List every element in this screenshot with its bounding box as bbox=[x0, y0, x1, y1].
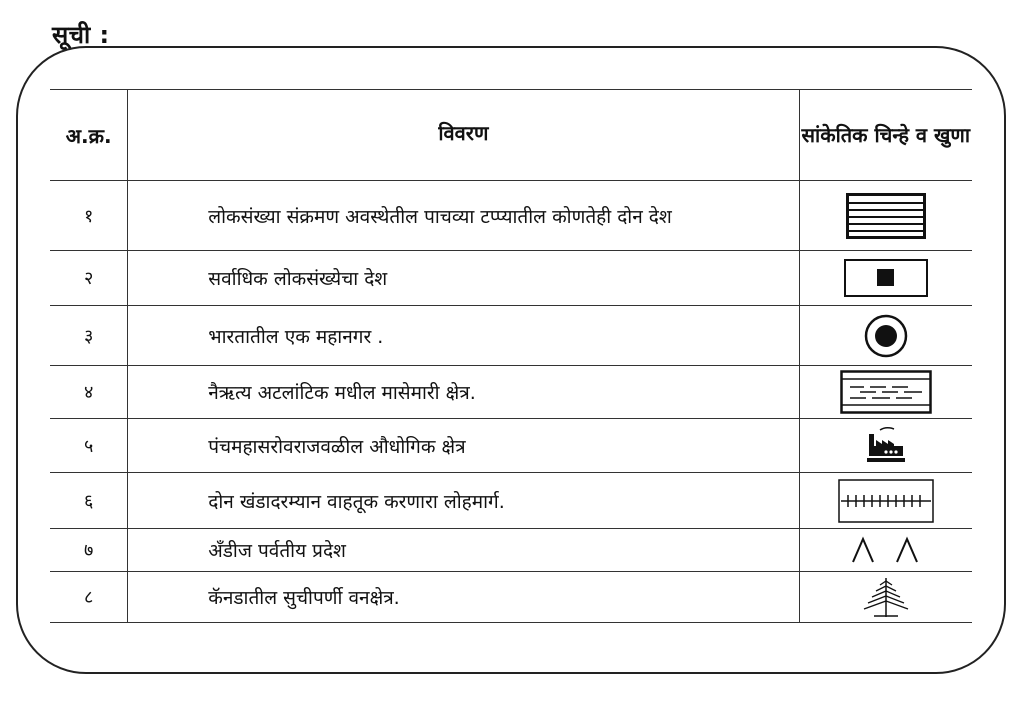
table-row bbox=[50, 419, 972, 473]
row-description: दोन खंडादरम्यान वाहतूक करणारा लोहमार्ग. bbox=[128, 473, 799, 529]
fishing-area-icon bbox=[840, 370, 932, 414]
symbol-cell bbox=[799, 251, 972, 306]
legend-table bbox=[50, 89, 972, 623]
header-serial: अ.क्र. bbox=[50, 90, 128, 181]
coniferous-tree-icon bbox=[860, 575, 912, 619]
header-row bbox=[50, 90, 972, 181]
factory-icon bbox=[864, 424, 908, 468]
row-description: सर्वाधिक लोकसंख्येचा देश bbox=[128, 251, 799, 306]
row-number: ४ bbox=[50, 366, 128, 419]
row-description: नैऋत्य अटलांटिक मधील मासेमारी क्षेत्र. bbox=[128, 366, 799, 419]
header-symbols: सांकेतिक चिन्हे व खुणा bbox=[799, 90, 972, 181]
filled-square-in-box-icon bbox=[844, 259, 928, 297]
table-row bbox=[50, 306, 972, 366]
legend-heading: सूची : bbox=[52, 21, 110, 49]
row-description: अँडीज पर्वतीय प्रदेश bbox=[128, 529, 799, 572]
symbol-cell bbox=[799, 572, 972, 623]
symbol-cell bbox=[799, 529, 972, 572]
header-description: विवरण bbox=[128, 90, 799, 181]
horizontal-lines-box-icon bbox=[846, 193, 926, 239]
symbol-cell bbox=[799, 181, 972, 251]
table-row bbox=[50, 181, 972, 251]
table-row bbox=[50, 473, 972, 529]
mountain-peaks-icon bbox=[849, 535, 923, 565]
symbol-cell bbox=[799, 366, 972, 419]
railway-line-icon bbox=[838, 479, 934, 523]
row-number: ६ bbox=[50, 473, 128, 529]
circle-dot-icon bbox=[863, 313, 909, 359]
row-number: ३ bbox=[50, 306, 128, 366]
table-row bbox=[50, 251, 972, 306]
table-row bbox=[50, 366, 972, 419]
row-description: कॅनडातील सुचीपर्णी वनक्षेत्र. bbox=[128, 572, 799, 623]
row-number: १ bbox=[50, 181, 128, 251]
row-number: ८ bbox=[50, 572, 128, 623]
row-number: २ bbox=[50, 251, 128, 306]
row-description: पंचमहासरोवराजवळील औधोगिक क्षेत्र bbox=[128, 419, 799, 473]
table-row bbox=[50, 529, 972, 572]
symbol-cell bbox=[799, 419, 972, 473]
symbol-cell bbox=[799, 306, 972, 366]
row-description: भारतातील एक महानगर . bbox=[128, 306, 799, 366]
row-number: ५ bbox=[50, 419, 128, 473]
symbol-cell bbox=[799, 473, 972, 529]
row-number: ७ bbox=[50, 529, 128, 572]
table-row bbox=[50, 572, 972, 623]
row-description: लोकसंख्या संक्रमण अवस्थेतील पाचव्या टप्प्यातील कोणतेही दोन देश bbox=[128, 181, 799, 251]
